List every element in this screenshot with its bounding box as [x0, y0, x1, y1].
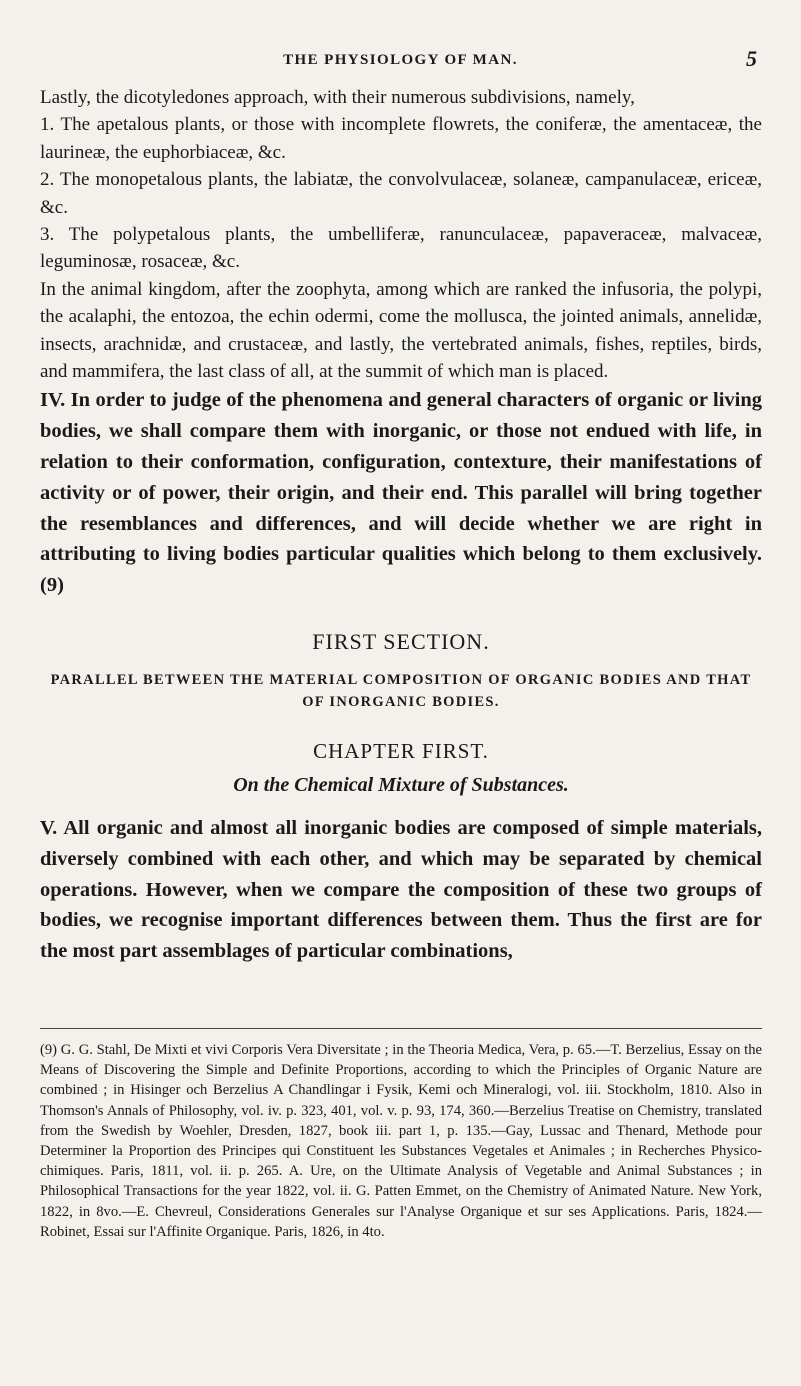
paragraph-section-v: V. All organic and almost all inorganic bodies are composed of simple materials, diversely combined with each other, and which may be separated by chemical operations. However, when we compare the composition of these two groups of bodies, we recognise important differences between them. Thus the first are for the most part assemblages of particular combinations, — [40, 817, 762, 963]
paragraph-polypetalous: 3. The polypetalous plants, the umbelliferæ, ranunculaceæ, papaveraceæ, malvaceæ, leguminosæ, rosaceæ, &c. — [40, 224, 762, 273]
chapter-title: CHAPTER FIRST. — [313, 739, 489, 764]
footnote-divider — [40, 1028, 762, 1029]
page-header — [40, 46, 761, 76]
paragraph-dicotyledones: Lastly, the dicotyledones approach, with their numerous subdivisions, namely, — [40, 87, 635, 108]
section-title: FIRST SECTION. — [312, 629, 490, 655]
footnote: (9) G. G. Stahl, De Mixti et vivi Corporis Vera Diversitate ; in the Theoria Medica, Vera, p. 65.—T. Berzelius, Essay on the Means of Discovering the Simple and Definite Proportions, according to which the Principles of Organic Nature are combined ; in Hisinger och Berzelius A Chandlingar i Fysik, Kemi och Mineralogi, vol. iii. Stockholm, 1810. Also in Thomson's Annals of Philosophy, vol. iv. p. 323, 401, vol. v. p. 93, 174, 360.—Berzelius Treatise on Chemistry, translated from the Swedish by Woehler, Dresden, 1827, book iii. part 1, p. 135.—Gay, Lussac and Thenard, Methode pour Determiner la Proportion des Principes qui Constituent les Substances Vegetales et Animales ; in Recherches Physico-chimiques. Paris, 1811, vol. ii. p. 265. A. Ure, on the Ultimate Analysis of Vegetable and Animal Substances ; in Philosophical Transactions for the year 1822, vol. ii. G. Patten Emmet, on the Chemistry of Animated Nature. New York, 1822, in 8vo.—E. Chevreul, Considerations Generales sur l'Analyse Organique et sur ses Applications. Paris, 1824.—Robinet, Essai sur l'Affinite Organique. Paris, 1826, in 4to. — [40, 1042, 762, 1240]
page-number: 5 — [746, 46, 757, 71]
running-title: THE PHYSIOLOGY OF MAN. — [283, 52, 518, 68]
paragraph-section-iv: IV. In order to judge of the phenomena and general characters of organic or living bodies, we shall compare them with inorganic, or those not endued with life, in relation to their conformation, configuration, contexture, their manifestations of activity or of power, their origin, and their end. This parallel will bring together the resemblances and differences, and will decide whether we are right in attributing to living bodies particular qualities which belong to them exclusively. (9) — [40, 389, 762, 597]
section-subtitle: PARALLEL BETWEEN THE MATERIAL COMPOSITION OF ORGANIC BODIES AND THAT OF INORGANIC BODIES. — [50, 672, 752, 711]
paragraph-apetalous: 1. The apetalous plants, or those with incomplete flowrets, the coniferæ, the amentaceæ, the laurineæ, the euphorbiaceæ, &c. — [40, 114, 762, 163]
paragraph-animal-kingdom: In the animal kingdom, after the zoophyta, among which are ranked the infusoria, the polypi, the acalaphi, the entozoa, the echin odermi, come the mollusca, the jointed animals, annelidæ, insects, arachnidæ, and crustaceæ, and lastly, the vertebrated animals, fishes, reptiles, birds, and mammifera, the last class of all, at the summit of which man is placed. — [40, 278, 762, 383]
chapter-subtitle: On the Chemical Mixture of Substances. — [233, 774, 569, 797]
paragraph-monopetalous: 2. The monopetalous plants, the labiatæ, the convolvulaceæ, solaneæ, campanulaceæ, ericeæ, &c. — [40, 169, 762, 218]
body-text — [40, 84, 762, 967]
